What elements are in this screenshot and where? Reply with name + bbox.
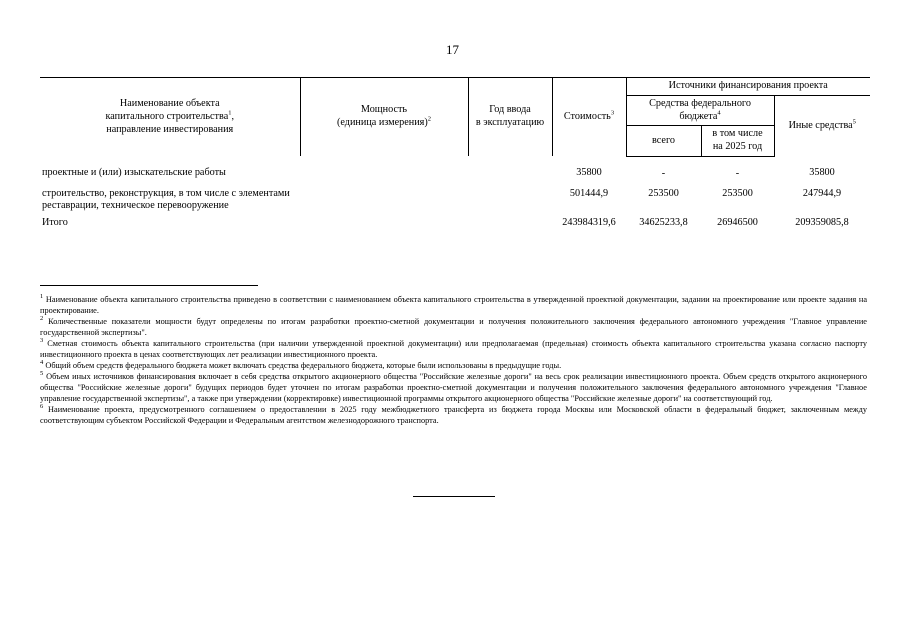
footnote: $^1$ Наименование объекта капитального строительства приведено в соответствии с наименованием объекта капитального строительства в утвержденной проектной документации, задании на проектирование или проекте задания на проектирование. [40,293,868,316]
table-row [40,183,870,216]
row-fed-2025: - [735,167,740,179]
table-row [40,156,870,182]
row-fed-2025: 26946500 [717,217,758,228]
row-other: 35800 [809,167,835,179]
investment-table [40,77,870,232]
footnote: $^5$ Объем иных источников финансирования включает в себя средства открытого акционерного общества "Российские железные дороги" на весь срок реализации инвестиционного проекта. Объем средств открытого акционерного общества "Российские железные дороги" будущих периодов будет уточнен по итогам разработки проектно-сметной документации и получения положительного заключения федерального автономного учреждения "Главное управление государственной экспертизы", а также при утверждении (корректировке) инвестиционной программы открытого акционерного общества "Российские железные дороги" на соответствующий год. [40,370,867,404]
row-name: строительство, реконструкция, в том числе с элементами реставрации, техническое перевооружение [42,187,290,212]
header-cost: Стоимость$^3$ [552,78,626,157]
row-year [468,215,552,232]
footnotes [40,294,867,426]
row-cost: 35800 [576,167,602,179]
end-of-document-rule [413,496,495,497]
row-fed-2025: 253500 [722,187,753,199]
footnote: $^6$ Наименование проекта, предусмотренного соглашением о предоставлении в 2025 году межбюджетного трансферта из бюджета города Москвы или Московской области в федеральный бюджет, заключенным между соответствующим субъектом Российской Федерации и Федеральным агентством железнодорожного транспорта. [40,403,867,426]
footnote: $^4$ Общий объем средств федерального бюджета может включать средства федерального бюджета, которые были использованы в предыдущие годы. [40,359,562,371]
page-number: 17 [446,42,459,57]
header-other: Иные средства$^5$ [774,95,870,156]
row-name: проектные и (или) изыскательские работы [42,167,226,179]
row-cost: 501444,9 [569,187,609,199]
footnote-separator [40,285,258,286]
footnote: $^3$ Сметная стоимость объекта капитального строительства (при наличии утвержденной проектной документации) или предполагаемая (предельная) стоимость объекта капитального строительства указана согласно паспорту инвестиционного проекта в ценах соответствующих лет реализации инвестиционного проекта. [40,337,868,360]
row-power [300,183,468,216]
header-federal: Средства федерального бюджета$^4$ [626,95,774,126]
header-power: Мощность (единица измерения)$^2$ [300,78,468,157]
row-cost: 243984319,6 [562,217,616,228]
header-object-name: Наименование объекта капитального строительства$^1$, направление инвестирования [40,78,300,157]
row-other: 209359085,8 [795,217,849,228]
row-fed-total: - [661,167,666,179]
row-fed-total: 34625233,8 [639,217,688,228]
row-year [468,156,552,182]
row-power [300,215,468,232]
row-year [468,183,552,216]
row-power [300,156,468,182]
header-year: Год ввода в эксплуатацию [468,78,552,157]
table-row-total [40,215,870,232]
row-other: 247944,9 [802,187,842,199]
row-name: Итого [42,217,68,228]
header-sources: Источники финансирования проекта [626,78,870,96]
header-federal-total: всего [626,126,701,157]
footnote: $^2$ Количественные показатели мощности будут определены по итогам разработки проектно-сметной документации и получения положительного заключения федерального автономного учреждения "Главное управление государственной экспертизы". [40,315,867,338]
row-fed-total: 253500 [648,187,679,199]
header-federal-2025: в том числе на 2025 год [701,126,774,157]
